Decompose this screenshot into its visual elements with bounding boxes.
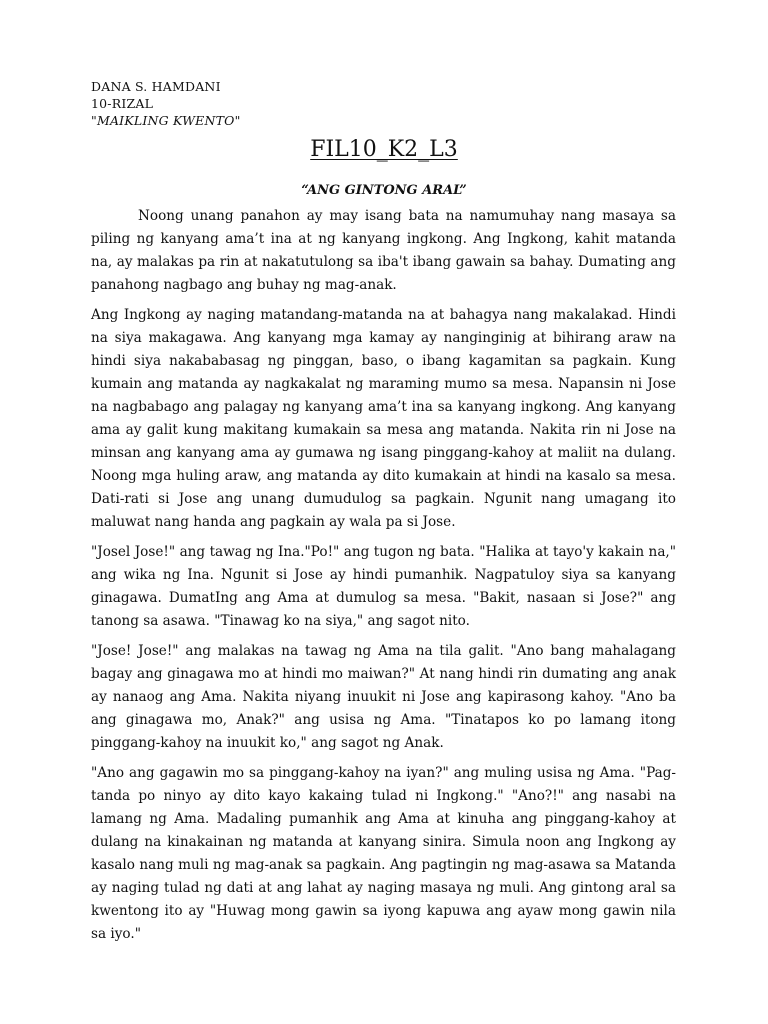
author-name: DANA S. HAMDANI bbox=[91, 79, 221, 94]
document-code-title: FIL10_K2_L3 bbox=[310, 137, 458, 162]
story-paragraph: Ang Ingkong ay naging matandang-matanda na at bahagya nang makalakad. Hindi na siya makagawa. Ang kanyang mga kamay ay nanginginig at bihirang araw na hindi siya nakababasag ng pinggan, baso, o ibang kagamitan sa pagkain. Kung kumain ang matanda ay nagkakalat ng maraming mumo sa mesa. Napansin ni Jose na nagbabago ang palagay ng kanyang ama’t ina sa kanyang ingkong. Ang kanyang ama ay galit kung makitang kumakain sa mesa ang matanda. Nakita rin ni Jose na minsan ang kanyang ama ay gumawa ng isang pinggang-kahoy at maliit na dulang. Noong mga huling araw, ang matanda ay dito kumakain at hindi na kasalo sa mesa. Dati-rati si Jose ang unang dumudulog sa pagkain. Ngunit nang umagang ito maluwat nang handa ang pagkain ay wala pa si Jose. bbox=[91, 307, 676, 530]
story-title: “ANG GINTONG ARAL” bbox=[301, 183, 467, 198]
document-header bbox=[91, 78, 241, 129]
story-paragraph: Noong unang panahon ay may isang bata na namumuhay nang masaya sa piling ng kanyang ama’t ina at ng kanyang ingkong. Ang Ingkong, kahit matanda na, ay malakas pa rin at nakatutulong sa iba't ibang gawain sa bahay. Dumating ang panahong nagbago ang buhay ng mag-anak. bbox=[91, 208, 676, 293]
story-paragraph: "Josel Jose!" ang tawag ng Ina."Po!" ang tugon ng bata. "Halika at tayo'y kakain na," ang wika ng Ina. Ngunit si Jose ay hindi pumanhik. Nagpatuloy siya sa kanyang ginagawa. DumatIng ang Ama at dumulog sa mesa. "Bakit, nasaan si Jose?" ang tanong sa asawa. "Tinawag ko na siya," ang sagot nito. bbox=[91, 544, 676, 629]
story-body bbox=[91, 205, 676, 953]
genre-label: "MAIKLING KWENTO" bbox=[91, 113, 241, 128]
story-paragraph: "Ano ang gagawin mo sa pinggang-kahoy na iyan?" ang muling usisa ng Ama. "Pag-tanda po ninyo ay dito kayo kakaing tulad ni Ingkong." "Ano?!" ang nasabi na lamang ng Ama. Madaling pumanhik ang Ama at kinuha ang pinggang-kahoy at dulang na kinakainan ng matanda at kanyang sinira. Simula noon ang Ingkong ay kasalo nang muli ng mag-anak sa pagkain. Ang pagtingin ng mag-asawa sa Matanda ay naging tulad ng dati at ang lahat ay naging masaya ng muli. Ang gintong aral sa kwentong ito ay "Huwag mong gawin sa iyong kapuwa ang ayaw mong gawin nila sa iyo." bbox=[91, 765, 676, 942]
story-paragraph: "Jose! Jose!" ang malakas na tawag ng Ama na tila galit. "Ano bang mahalagang bagay ang ginagawa mo at hindi mo maiwan?" At nang hindi rin dumating ang anak ay nanaog ang Ama. Nakita niyang inuukit ni Jose ang kapirasong kahoy. "Ano ba ang ginagawa mo, Anak?" ang usisa ng Ama. "Tinatapos ko po lamang itong pinggang-kahoy na inuukit ko," ang sagot ng Anak. bbox=[91, 643, 676, 751]
class-section: 10-RIZAL bbox=[91, 96, 154, 111]
